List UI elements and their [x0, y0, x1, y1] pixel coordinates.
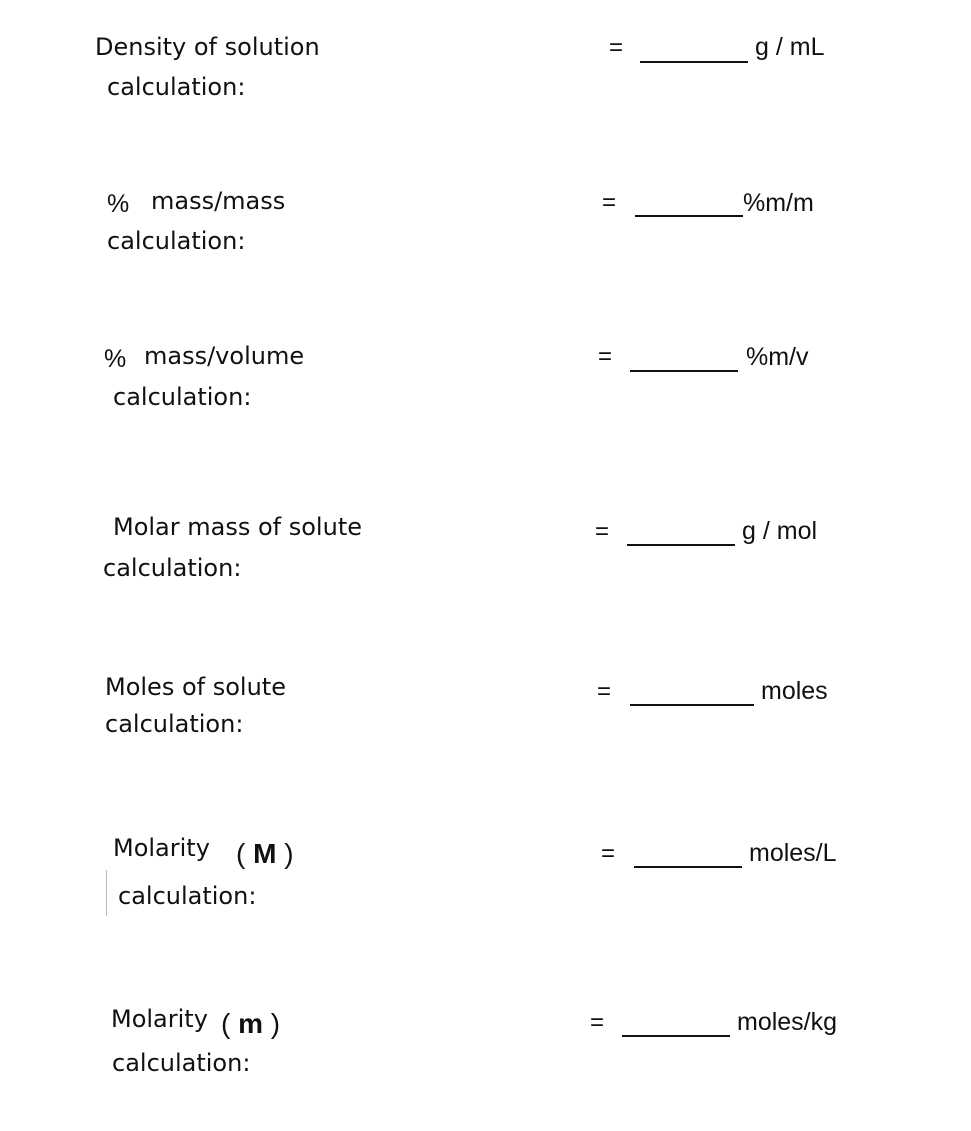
mass-volume-unit: %m/v	[746, 343, 809, 371]
molar-mass-equals: =	[595, 518, 610, 545]
molar-mass-calc-label: calculation:	[103, 554, 242, 582]
molality-calc-label: calculation:	[112, 1049, 251, 1077]
mass-mass-equals: =	[602, 189, 617, 216]
symbol-open-paren: (	[236, 838, 246, 869]
molar-mass-unit: g / mol	[742, 517, 818, 545]
divider-line	[106, 870, 107, 916]
molarity-answer-blank[interactable]	[634, 866, 742, 868]
density-label: Density of solution	[95, 33, 320, 61]
percent-sign: %	[104, 345, 127, 373]
density-answer-blank[interactable]	[640, 61, 748, 63]
molarity-label: Molarity	[113, 834, 210, 862]
molarity-equals: =	[601, 840, 616, 867]
mass-volume-answer-blank[interactable]	[630, 370, 738, 372]
molar-mass-label: Molar mass of solute	[113, 513, 362, 541]
moles-label: Moles of solute	[105, 673, 286, 701]
molality-answer-blank[interactable]	[622, 1035, 730, 1037]
molality-unit: moles/kg	[737, 1008, 838, 1036]
molality-label: Molarity	[111, 1005, 208, 1033]
moles-calc-label: calculation:	[105, 710, 244, 738]
moles-answer-blank[interactable]	[630, 704, 754, 706]
moles-equals: =	[597, 678, 612, 705]
mass-volume-label: mass/volume	[144, 342, 305, 370]
mass-mass-unit: %m/m	[743, 189, 814, 217]
density-calc-label: calculation:	[107, 73, 246, 101]
moles-unit: moles	[761, 677, 828, 705]
symbol-close-paren: )	[270, 1008, 281, 1039]
mass-mass-calc-label: calculation:	[107, 227, 246, 255]
molar-mass-answer-blank[interactable]	[627, 544, 735, 546]
mass-mass-label: mass/mass	[151, 187, 286, 215]
density-unit: g / mL	[755, 33, 825, 61]
symbol-open-paren: (	[221, 1008, 231, 1039]
molarity-unit: moles/L	[749, 839, 837, 867]
percent-sign: %	[107, 190, 130, 218]
molarity-symbol	[236, 838, 294, 870]
molality-equals: =	[590, 1009, 605, 1036]
density-equals: =	[609, 34, 624, 61]
mass-volume-calc-label: calculation:	[113, 383, 252, 411]
molality-symbol	[221, 1008, 280, 1040]
symbol-close-paren: )	[284, 838, 294, 869]
symbol-letter: M	[253, 838, 277, 869]
mass-volume-equals: =	[598, 343, 613, 370]
symbol-letter: m	[238, 1008, 264, 1039]
mass-mass-answer-blank[interactable]	[635, 215, 743, 217]
molarity-calc-label: calculation:	[118, 882, 257, 910]
